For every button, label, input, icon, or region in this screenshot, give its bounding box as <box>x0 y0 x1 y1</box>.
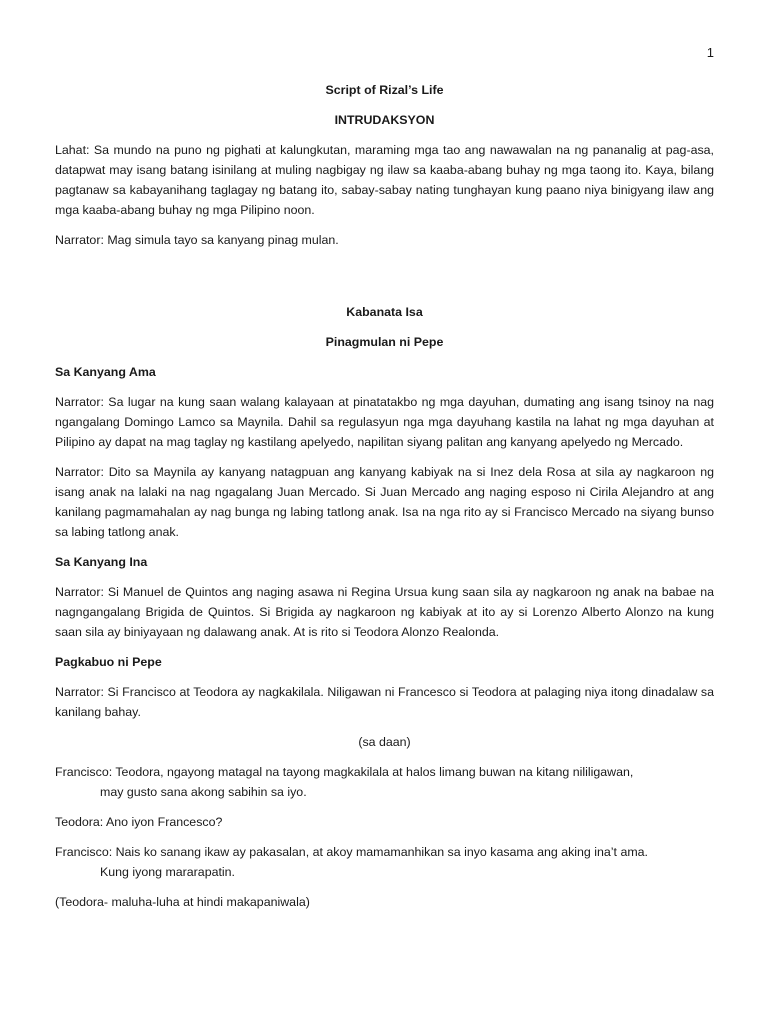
dialogue-line <box>55 762 714 802</box>
document-body <box>55 80 714 912</box>
paragraph-pagkabuo-1: Narrator: Si Francisco at Teodora ay nagkakilala. Niligawan ni Francesco si Teodora at palaging niya itong dinadalaw sa kanilang bahay. <box>55 685 714 719</box>
dialogue-line <box>55 812 714 832</box>
dialogue-continuation: may gusto sana akong sabihin sa iyo. <box>100 785 307 799</box>
stage-direction: (sa daan) <box>358 735 411 749</box>
paragraph-ama-1: Narrator: Sa lugar na kung saan walang kalayaan at pinatatakbo ng mga dayuhan, dumating ang isang tsinoy na nag ngangalang Domingo Lamco sa Maynila. Dahil sa regulasyun nga mga dayuhang kastila na lahat ng mga dayuhan at Pilipino ay dapat na mag taglay ng kastilang apelyedo, napilitan siyang palitan ang kanyang apelyedo ng Mercado. <box>55 395 714 449</box>
chapter-heading: Kabanata Isa <box>346 305 423 319</box>
section-title-pagkabuo: Pagkabuo ni Pepe <box>55 655 162 669</box>
paragraph-ama-2: Narrator: Dito sa Maynila ay kanyang natagpuan ang kanyang kabiyak na si Inez dela Rosa at sila ay nagkaroon ng isang anak na lalaki na nag ngagalang Juan Mercado. Si Juan Mercado ang naging esposo ni Cirila Alejandro at ang kanilang pagmamahalan ay nag bunga ng labing tatlong anak. Isa na nga rito ay si Francisco Mercado na siyang bunso sa labing tatlong anak. <box>55 465 714 539</box>
chapter-subheading: Pinagmulan ni Pepe <box>325 335 444 349</box>
closing-direction: (Teodora- maluha-luha at hindi makapaniwala) <box>55 895 310 909</box>
intro-heading: INTRUDAKSYON <box>334 113 435 127</box>
intro-paragraph: Lahat: Sa mundo na puno ng pighati at kalungkutan, maraming mga tao ang nawawalan na ng pananalig at pag-asa, datapwat may isang batang isinilang at muling nagbigay ng ilaw sa kaaba-abang buhay ng mga taong ito. Kaya, bilang pagtanaw sa kabayanihang taglagay ng batang ito, sabay-sabay nating tunghayan kung paano niya binigyang ilaw ang mga kaaba-abang buhay ng mga Pilipino noon. <box>55 143 714 217</box>
page-number: 1 <box>706 45 714 60</box>
dialogue-text: Francisco: Teodora, ngayong matagal na tayong magkakilala at halos limang buwan na kitang nililigawan, <box>55 765 634 779</box>
dialogue-continuation: Kung iyong mararapatin. <box>100 865 236 879</box>
paragraph-ina-1: Narrator: Si Manuel de Quintos ang naging asawa ni Regina Ursua kung saan sila ay nagkaroon ng anak na babae na nagngangalang Brigida de Quintos. Si Brigida ay nagkaroon ng kabiyak at ito ay si Lorenzo Alberto Alonzo na kung saan sila ay biniyayaan ng dalawang anak. At is rito si Teodora Alonzo Realonda. <box>55 585 714 639</box>
document-title: Script of Rizal’s Life <box>325 83 444 97</box>
section-title-ina: Sa Kanyang Ina <box>55 555 148 569</box>
dialogue-text: Teodora: Ano iyon Francesco? <box>55 815 223 829</box>
section-title-ama: Sa Kanyang Ama <box>55 365 156 379</box>
dialogue-line <box>55 842 714 882</box>
dialogue-text: Francisco: Nais ko sanang ikaw ay pakasalan, at akoy mamamanhikan sa inyo kasama ang aking ina’t ama. <box>55 845 648 859</box>
intro-narrator-line: Narrator: Mag simula tayo sa kanyang pinag mulan. <box>55 233 339 247</box>
